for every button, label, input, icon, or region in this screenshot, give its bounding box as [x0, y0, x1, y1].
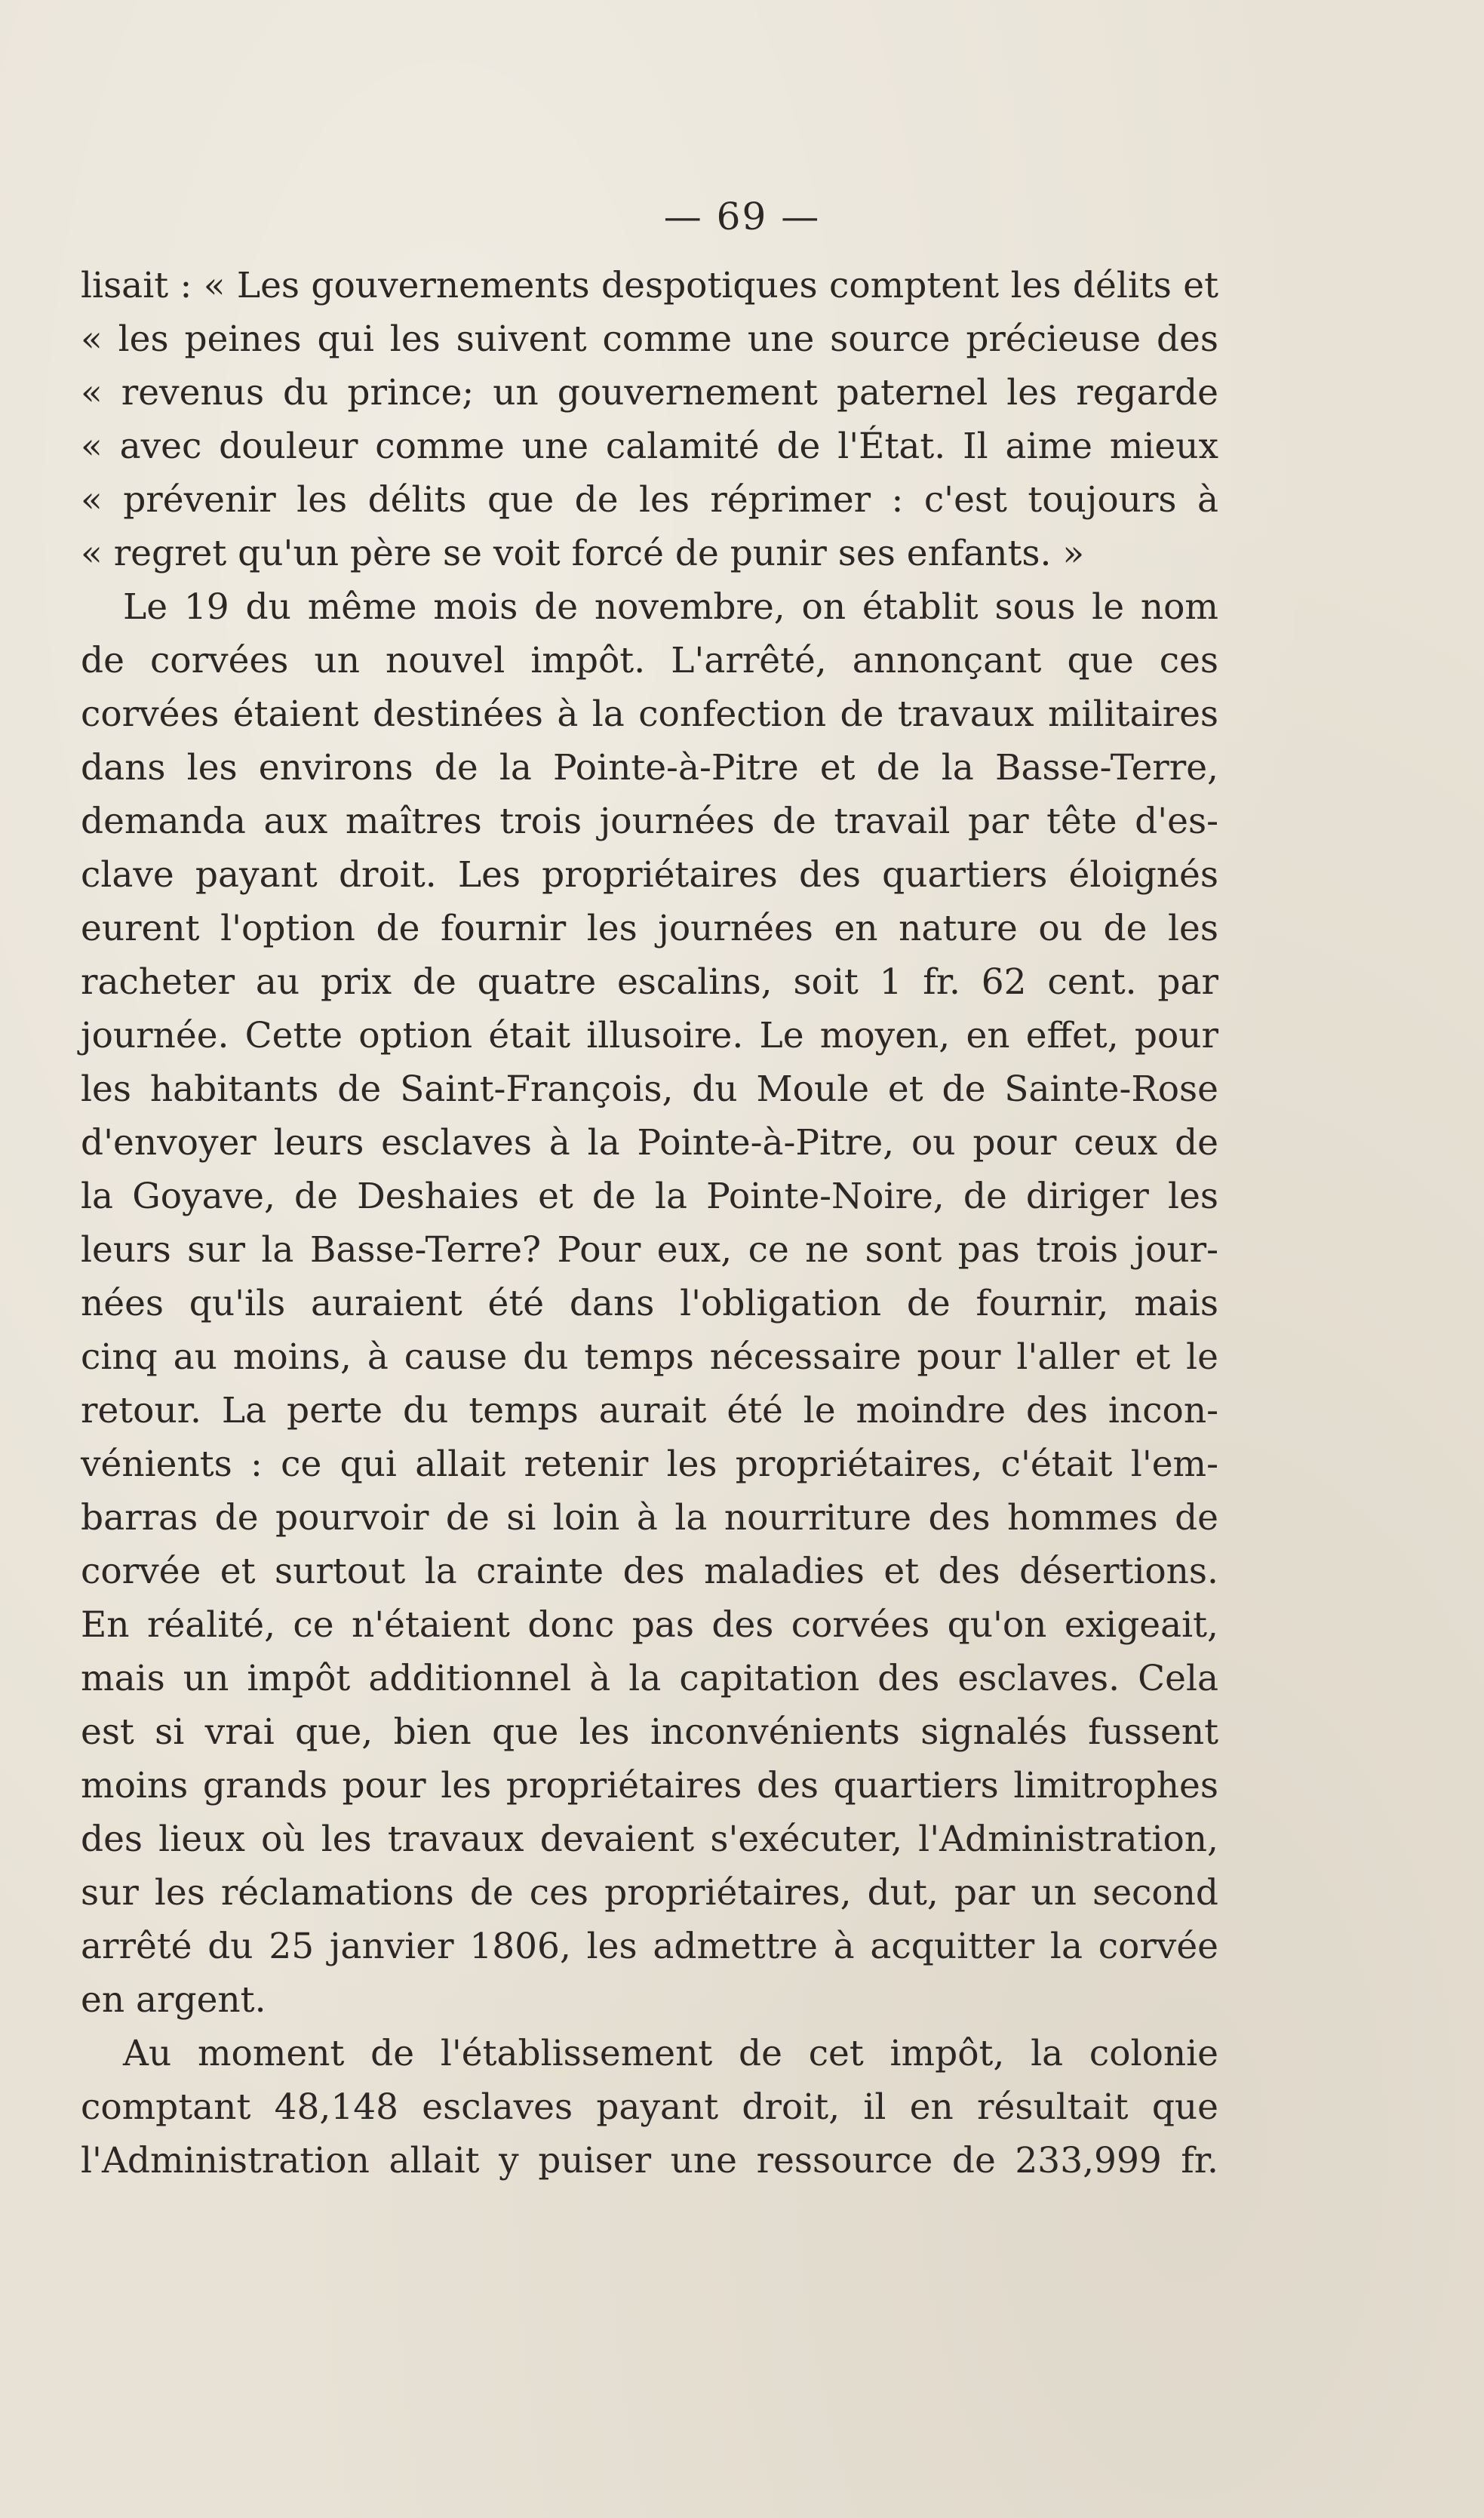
text-line: les habitants de Saint-François, du Moule et de Sainte-Rose: [81, 1068, 1218, 1110]
text-line: corvées étaient destinées à la confection de travaux militaires: [81, 693, 1218, 735]
text-line: eurent l'option de fournir les journées en nature ou de les: [81, 908, 1218, 949]
paragraph-first-line: Au moment de l'établissement de cet impôt, la colonie: [123, 2033, 1218, 2074]
text-line: « avec douleur comme une calamité de l'État. Il aime mieux: [81, 426, 1218, 467]
text-line: leurs sur la Basse-Terre? Pour eux, ce ne sont pas trois jour-: [81, 1229, 1218, 1271]
text-line: de corvées un nouvel impôt. L'arrêté, annonçant que ces: [81, 640, 1218, 681]
text-line: comptant 48,148 esclaves payant droit, il en résultait que: [81, 2086, 1218, 2128]
text-line: la Goyave, de Deshaies et de la Pointe-Noire, de diriger les: [81, 1176, 1218, 1217]
text-line: corvée et surtout la crainte des maladies et des désertions.: [81, 1551, 1218, 1592]
text-line: en argent.: [81, 1979, 266, 2021]
text-line: mais un impôt additionnel à la capitation des esclaves. Cela: [81, 1658, 1218, 1699]
text-line: vénients : ce qui allait retenir les propriétaires, c'était l'em-: [81, 1443, 1218, 1485]
text-line: « prévenir les délits que de les réprimer : c'est toujours à: [81, 479, 1218, 521]
text-line: nées qu'ils auraient été dans l'obligation de fournir, mais: [81, 1283, 1218, 1324]
paragraph-first-line: Le 19 du même mois de novembre, on établit sous le nom: [123, 586, 1218, 628]
text-line: clave payant droit. Les propriétaires des quartiers éloignés: [81, 854, 1218, 896]
text-line: moins grands pour les propriétaires des quartiers limitrophes: [81, 1765, 1218, 1806]
text-line: sur les réclamations de ces propriétaires, dut, par un second: [81, 1872, 1218, 1914]
text-line: est si vrai que, bien que les inconvénients signalés fussent: [81, 1711, 1218, 1753]
page-number: — 69 —: [663, 195, 821, 238]
text-line: lisait : « Les gouvernements despotiques comptent les délits et: [81, 265, 1218, 306]
text-line: racheter au prix de quatre escalins, soit 1 fr. 62 cent. par: [81, 961, 1218, 1003]
text-line: « revenus du prince; un gouvernement paternel les regarde: [81, 372, 1218, 414]
text-line: des lieux où les travaux devaient s'exécuter, l'Administration,: [81, 1819, 1218, 1860]
text-line: cinq au moins, à cause du temps nécessaire pour l'aller et le: [81, 1336, 1218, 1378]
text-line: dans les environs de la Pointe-à-Pitre et de la Basse-Terre,: [81, 747, 1218, 789]
text-line: d'envoyer leurs esclaves à la Pointe-à-Pitre, ou pour ceux de: [81, 1122, 1218, 1164]
text-line: barras de pourvoir de si loin à la nourriture des hommes de: [81, 1497, 1218, 1539]
text-line: « regret qu'un père se voit forcé de punir ses enfants. »: [81, 533, 1085, 574]
text-line: l'Administration allait y puiser une ressource de 233,999 fr.: [81, 2140, 1218, 2181]
text-line: « les peines qui les suivent comme une source précieuse des: [81, 318, 1218, 360]
text-line: journée. Cette option était illusoire. Le moyen, en effet, pour: [81, 1015, 1218, 1056]
text-line: retour. La perte du temps aurait été le moindre des incon-: [81, 1390, 1218, 1431]
text-line: En réalité, ce n'étaient donc pas des corvées qu'on exigeait,: [81, 1604, 1218, 1646]
text-line: arrêté du 25 janvier 1806, les admettre à acquitter la corvée: [81, 1926, 1218, 1967]
text-line: demanda aux maîtres trois journées de travail par tête d'es-: [81, 801, 1218, 842]
